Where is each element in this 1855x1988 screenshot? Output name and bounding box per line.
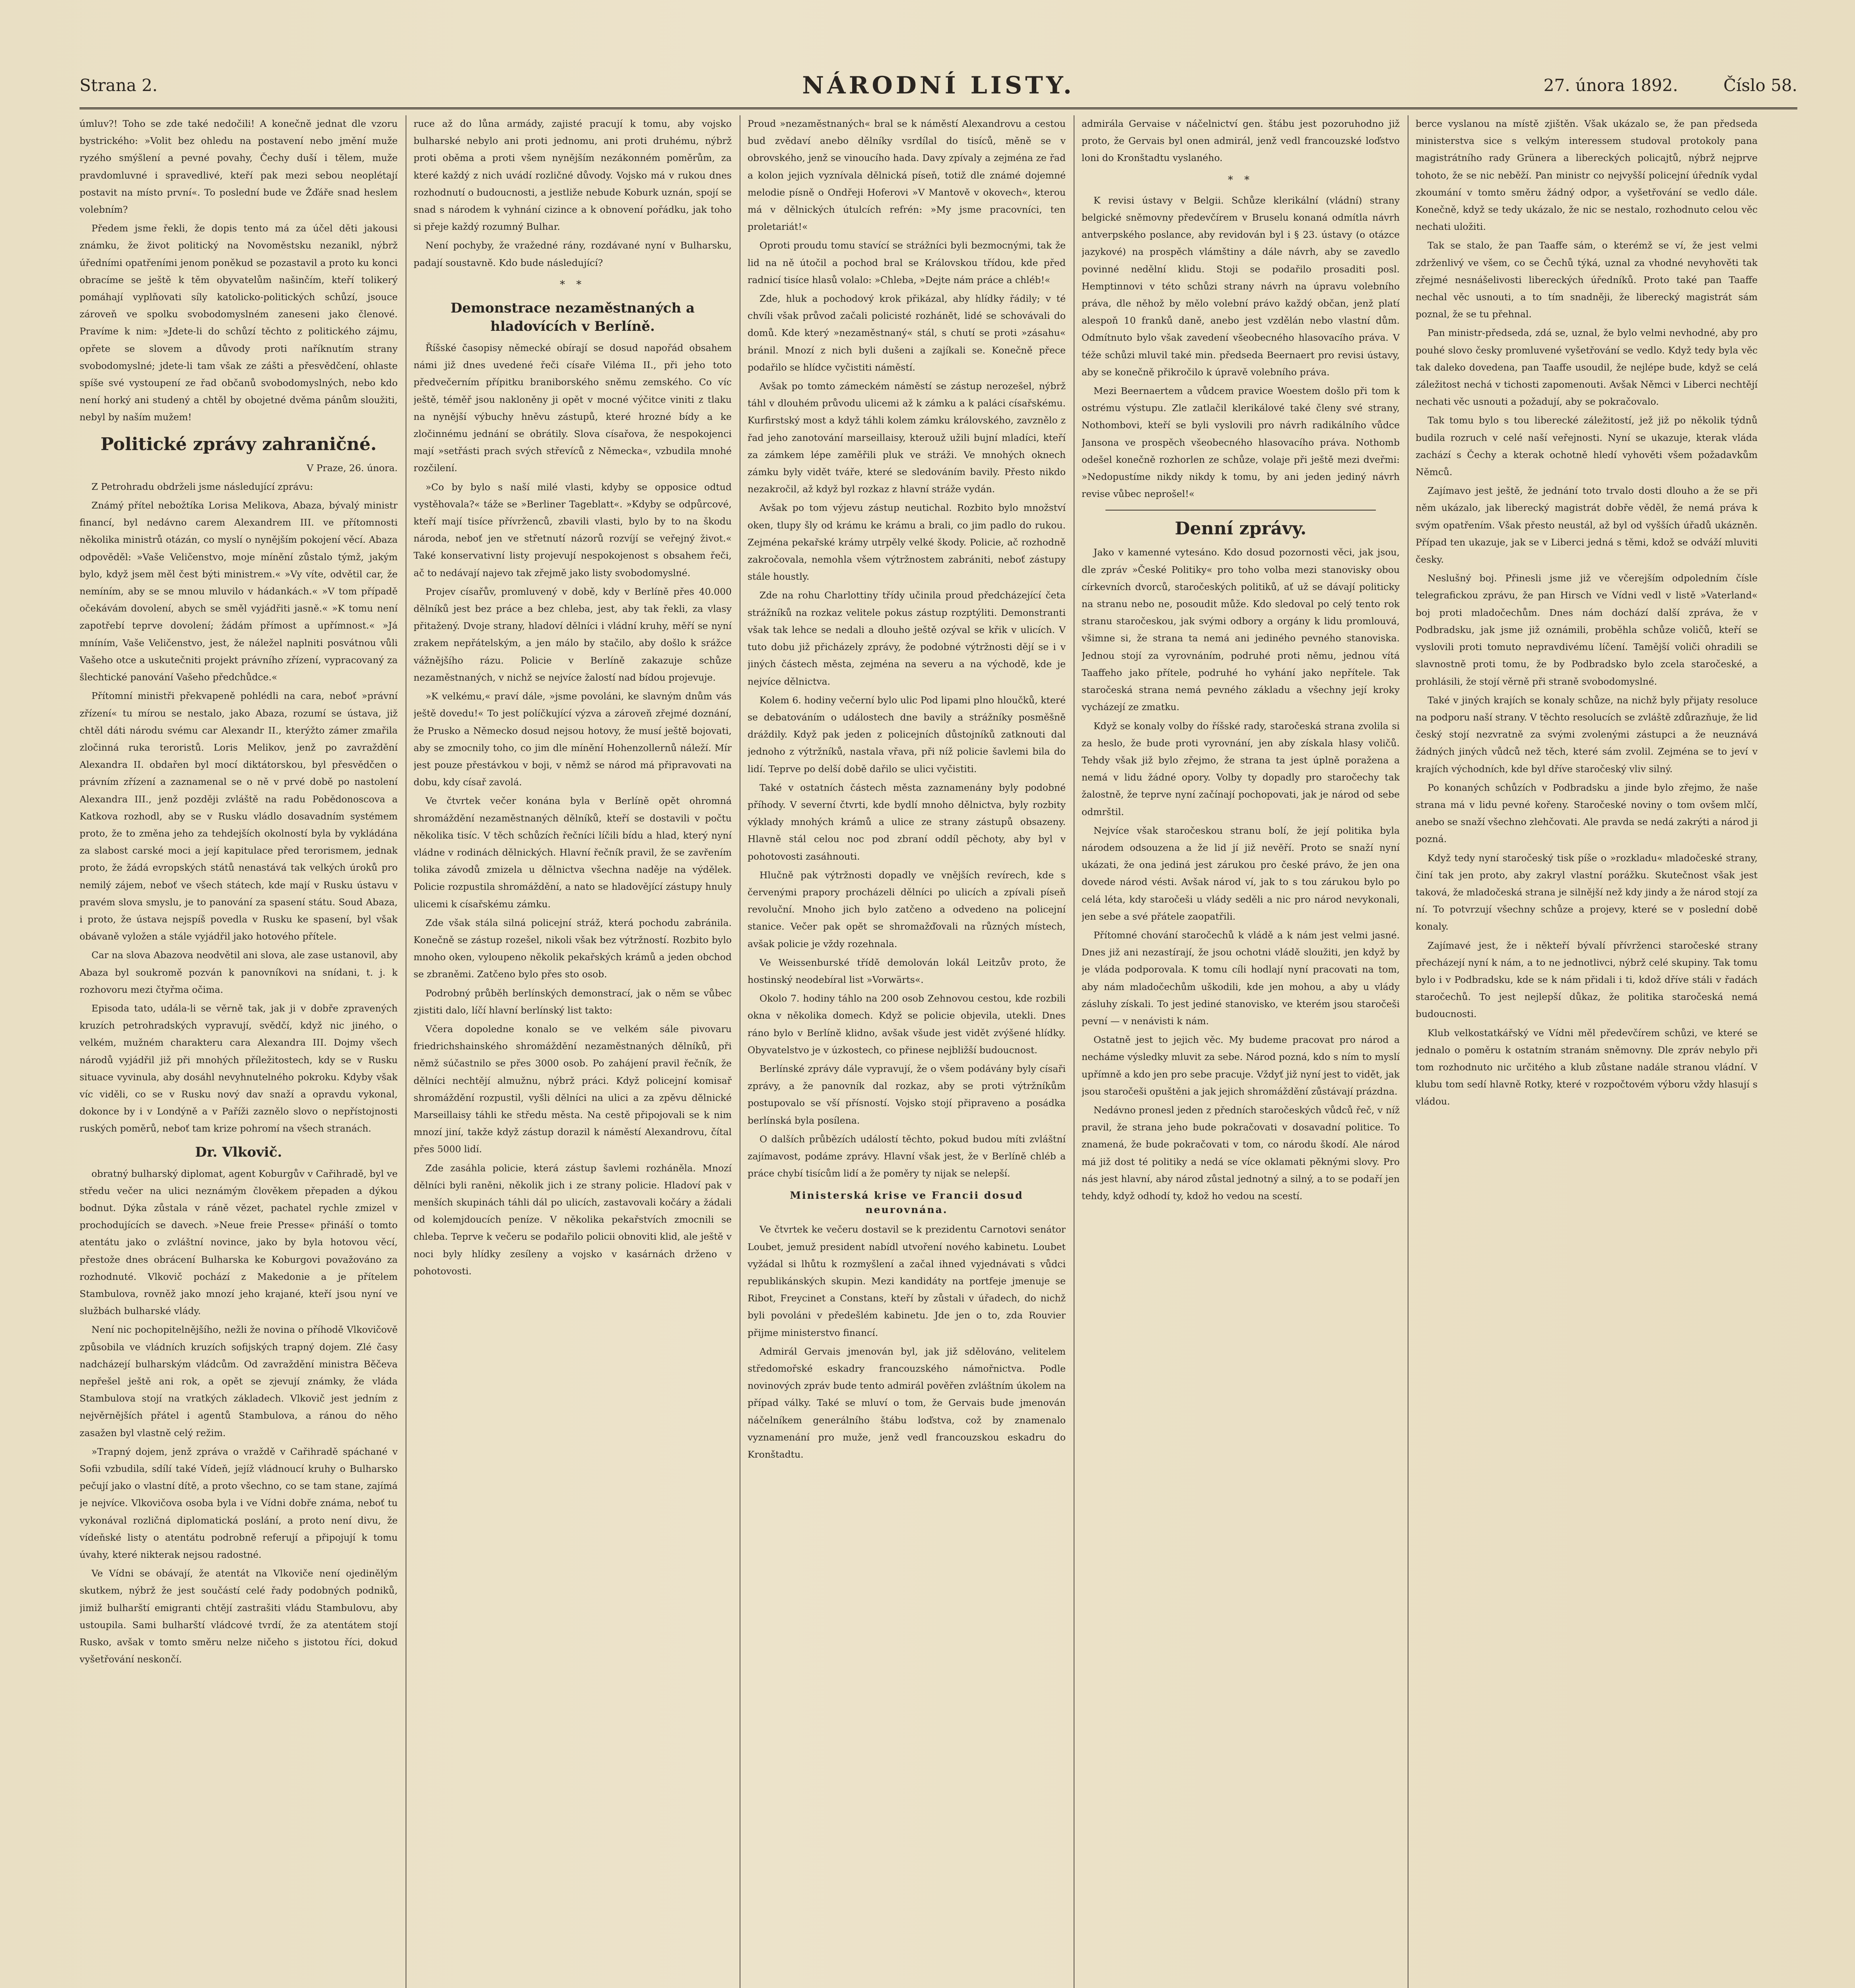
section-heading-daily-news: Denní zprávy. [1175, 518, 1307, 539]
paragraph: berce vyslanou na místě zjištěn. Však ukázalo se, že pan předseda ministerstva sice s velkým interessem studoval protokoly pana magistrátního rady Grünera a libereckých policajtů, nýbrž nejprve tohoto, že se nic neběží. Pan ministr co nejvyšší policejní úředník vydal zkoumání v tomto směru žádný odpor, a vyšetřování se vedlo dále. Konečně, když se tedy ukázalo, že nic se nestalo, rozhodnuto celou věc nechati uložiti. [1416, 118, 1758, 233]
paragraph: Car na slova Abazova neodvětil ani slova, ale zase ustanovil, aby Abaza byl soukromě pozván k panovníkovi na snídani, t. j. k rozhovoru mezi čtyřma očima. [80, 949, 398, 995]
article-subheading: Ministerská krise ve Francii dosud neurovnána. [790, 1190, 1024, 1216]
paragraph: Říšské časopisy německé obírají se dosud napořád obsahem námi již dnes uvedené řeči císaře Viléma II., při jeho toto předvečerním přípitku braniborského sněmu zemského. Co víc ještě, téměř jsou nakloněny ji opět v mocné výčitce viniti z tlaku na nynější výbuchy hněvu zástupů, které hrozné bídy a ke zločinnému jednání se obrátily. Slova císařova, že nespokojenci mají »setřásti prach svých střevíců z Německa«, vzbudila mnohé rozčilení. [414, 342, 732, 474]
paragraph: Okolo 7. hodiny táhlo na 200 osob Zehnovou cestou, kde rozbili okna v několika domech. Když se policie objevila, utekli. Dnes ráno bylo v Berlíně klidno, avšak všude jest vidět zvýšené hlídky. Obyvatelstvo je v úzkostech, co přinese nejbližší budoucnost. [748, 993, 1066, 1056]
paragraph: Přítomné chování staročechů k vládě a k nám jest velmi jasné. Dnes již ani nezastírají, že jsou ochotni vládě sloužiti, jen když by je vláda podporovala. K tomu cíli hodlají nyní pracovati na tom, aby nám mladočechům uškodili, kde jen mohou, a aby u vlády zásluhy získali. To jest jediné stanovisko, ve kterém jsou staročeši pevní — v nenávisti k nám. [1082, 929, 1400, 1027]
paragraph: Ve Vídni se obávají, že atentát na Vlkoviče není ojedinělým skutkem, nýbrž že jest součástí celé řady podobných podniků, jimiž bulharští emigranti chtějí zastrašiti vládu Stambulovu, aby ustoupila. Sami bulharští vládcové tvrdí, že za atentátem stojí Rusko, avšak v tomto směru nelze ničeho s jistotou říci, dokud vyšetřování neskončí. [80, 1568, 398, 1665]
paragraph: Klub velkostatkářský ve Vídni měl předevčírem schůzi, ve které se jednalo o poměru k ostatním stranám sněmovny. Dle zpráv nebylo při tom rozhodnuto nic určitého a klub zůstane nadále stranou vládní. V klubu tom sedí hlavně Rotky, které v rozpočtovém výboru vždy hlasují s vládou. [1416, 1027, 1758, 1107]
column-3 [748, 115, 1066, 1988]
paragraph: Projev císařův, promluvený v době, kdy v Berlíně přes 40.000 dělníků jest bez práce a bez chleba, jest, aby tak řekli, za vlasy přitažený. Dvoje strany, hladoví dělníci i vládní kruhy, měří se nyní zrakem nepřátelským, a jen málo by stačilo, aby došlo k srážce vážnějšího rázu. Policie v Berlíně zakazuje schůze nezaměstnaných, v nichž se nejvíce žalostí nad bídou projevuje. [414, 586, 732, 683]
paragraph: Také v jiných krajích se konaly schůze, na nichž byly přijaty resoluce na podporu naší strany. V těchto resolucích se zvláště zdůrazňuje, že lid český stojí nezvratně za svými zvolenými zástupci a že neuznává žádných jiných vůdců než těch, které sám zvolil. Zejména se to jeví v krajích východních, kde byl dříve staročeský vliv silný. [1416, 694, 1758, 775]
issue-date: 27. února 1892. [1543, 76, 1678, 95]
paragraph: Pan ministr-předseda, zdá se, uznal, že bylo velmi nevhodné, aby pro pouhé slovo česky promluvené vyšetřování se vedlo. Když tedy byla věc tak daleko dovedena, pan Taaffe usoudil, že nejlépe bude, když se celá záležitost nechá v tichosti zapomenouti. Avšak Němci v Liberci nechtějí nechati věc usnouti a požadují, aby se pokračovalo. [1416, 327, 1758, 408]
paragraph: Podrobný průběh berlínských demonstrací, jak o něm se vůbec zjistiti dalo, líčí hlavní berlínský list takto: [414, 987, 732, 1016]
page-number: Strana 2. [80, 76, 158, 95]
paragraph: Ve Weissenburské třídě demolován lokál Leitzův proto, že hostinský neodebíral list »Vorwärts«. [748, 957, 1066, 985]
paragraph: Berlínské zprávy dále vypravují, že o všem podávány byly císaři zprávy, a že panovník dal rozkaz, aby se proti výtržníkům postupovalo se vší přísností. Vojsko stojí připraveno a posádka berlínská byla posílena. [748, 1063, 1066, 1126]
paragraph: O dalších průbězích událostí těchto, pokud budou míti zvláštní zajímavost, podáme zprávy. Hlavní však jest, že v Berlíně chléb a práce chybí tisícům lidí a že poměry ty nijak se nelepší. [748, 1133, 1066, 1179]
paragraph: Ve čtvrtek večer konána byla v Berlíně opět ohromná shromáždění nezaměstnaných dělníků, kteří se dostavili v počtu několika tisíc. V těch schůzích řečníci líčili bídu a hlad, který nyní vládne v rodinách dělnických. Hlavní řečník pravil, že se zavřením tolika závodů zmizela u dělnictva všechna naděje na výdělek. Policie rozpustila shromáždění, a nato se hladovějící zástupy hnuly ulicemi k císařskému zámku. [414, 795, 732, 910]
paragraph: Když se konaly volby do říšské rady, staročeská strana zvolila si za heslo, že bude proti vyrovnání, jen aby získala hlasy voličů. Tehdy však již bylo zřejmo, že strana ta jest úplně poražena a nemá v lidu žádné opory. Volby ty dopadly pro staročechy tak žalostně, že teprve nyní začínají pochopovati, jak je národ od sebe odmrštil. [1082, 720, 1400, 817]
column-5 [1416, 115, 1758, 1988]
paragraph: Proud »nezaměstnaných« bral se k náměstí Alexandrovu a cestou bud zvědaví anebo dělníky vsrdílal do tisíců, měně se v obrovského, jenž se vinoucího hada. Davy zpívaly a zejména ze řad a kolon jejich vyznívala dělnická píseň, totiž dle známé dojemné melodie písně o Ondřeji Hoferovi »V Mantově v okovech«, kterou má v dělnických útulcích refrén: »My jsme pracovníci, ten proletariát!« [748, 118, 1066, 233]
paragraph: Zde, hluk a pochodový krok přikázal, aby hlídky řádily; v té chvíli však průvod začali policisté rozhánět, lidé se schovávali do domů. Kde který »nezaměstnaný« stál, s chutí se proti »zásahu« bránil. Mnozí z nich byli dušeni a zajíkali se. Konečně přece podařilo se hlídce vyčistiti náměstí. [748, 293, 1066, 373]
paragraph: K revisi ústavy v Belgii. Schůze klerikální (vládní) strany belgické sněmovny předevčírem v Bruselu konaná odmítla návrh antverpského poslance, aby revidován byl i § 23. ústavy (o otázce jazykové) na prospěch vlámštiny a dále návrh, aby se zavedlo povinné nedělní klidu. Stoji se podařilo prosaditi posl. Hemptinnovi v této schůzi strany návrh na úpravu volebního práva, dle něhož by mělo volební právo každý občan, jenž platí alespoň 10 franků daně, anebo jest vzdělán nebo vlastní dům. Odmítnuto bylo však zavedení všeobecného hlasovacího práva. V téže schůzi mluvil také min. předseda Beernaert pro revisi ústavy, aby se konečně přikročilo k úpravě volebního práva. [1082, 194, 1400, 378]
masthead-title: NÁRODNÍ LISTY. [802, 72, 1075, 99]
paragraph: Včera dopoledne konalo se ve velkém sále pivovaru friedrichshainského shromáždění nezaměstnaných dělníků, při němž súčastnilo se přes 3000 osob. Po zahájení pravil řečník, že dělníci nechtějí almužnu, nýbrž práci. Když policejní komisař shromáždění rozpustil, vyšli dělníci na ulici a za zpěvu dělnické Marseillaisy táhli ke středu města. Na cestě připojovali se k nim mnozí jiní, takže když zástup dorazil k náměstí Alexandrovu, čítal přes 5000 lidí. [414, 1023, 732, 1155]
paragraph: Oproti proudu tomu stavící se strážníci byli bezmocnými, tak že lid na ně útočil a pochod bral se Královskou třídou, kde před radnicí tisíce hlasů volalo: »Chleba, »Dejte nám práce a chléb!« [748, 240, 1066, 285]
header-rule [80, 107, 1797, 109]
column-2 [414, 115, 732, 1988]
article-heading: Dr. Vlkovič. [195, 1144, 282, 1160]
paragraph: Kolem 6. hodiny večerní bylo ulic Pod lipami plno hloučků, které se debatováním o událostech dne bavily a strážníky posměšně dráždily. Když pak jeden z policejních důstojníků zatknouti dal jednoho z výtržníků, nastala vřava, při níž policie šavlemi bila do lidí. Teprve po delší době dařilo se ulici vyčistiti. [748, 694, 1066, 775]
paragraph: Hlučně pak výtržnosti dopadly ve vnějších revírech, kde s červenými prapory procházeli dělníci po ulicích a zpívali píseň revoluční. Mnoho jich bylo zatčeno a odvedeno na policejní stanice. Večer pak opět se shromažďovali na různých místech, avšak policie je vždy rozehnala. [748, 869, 1066, 949]
paragraph: Známý přítel nebožtíka Lorisa Melikova, Abaza, bývalý ministr financí, byl nedávno carem Alexandrem III. ve přítomnosti několika ministrů otázán, co myslí o nynějším pokojení věcí. Abaza odpověděl: »Vaše Veličenstvo, moje mínění zůstalo týmž, jakým bylo, když jsem měl čest býti ministrem.« »Vy víte, odvětil car, že nemíním, aby se se mnou mluvilo v hádankách.« »V tom případě očekávám dovolení, abych se směl vyjádřiti jasně.« »K tomu není zapotřebí teprve dovolení; žádám přímost a upřímnost.« »Já mníním, Vaše Veličenstvo, jest, že náležel naplniti posvátnou vůli Vašeho otce a uskutečniti projekt právního zřízení, vypracovaný za šlechtické panování Vašeho předchůdce.« [80, 500, 398, 683]
paragraph: Jako v kamenné vytesáno. Kdo dosud pozornosti věci, jak jsou, dle zpráv »České Politiky« pro toho volba mezi stanovisky obou církevních dvorců, staročeských politiků, ať už se dávají politicky na stranu nebo ne, posoudit může. Kdo sledoval po celý tento rok stranu staročeskou, jak svými odbory a orgány k lidu promlouvá, všimne si, že strana ta nemá ani jediného pevného stanoviska. Jednou stojí za vyrovnáním, podruhé proti němu, jednou vítá Taaffeho jako přítele, podruhé ho vyhání jako nepřítele. Tak staročeská strana nemá pevného základu a všechny její kroky vycházejí ze zmatku. [1082, 547, 1400, 713]
paragraph: Avšak po tom výjevu zástup neutichal. Rozbito bylo množství oken, tlupy šly od krámu ke krámu a brali, co jim padlo do rukou. Zejména pekařské krámy utrpěly velké škody. Policie, ač rozhodně zakročovala, nemohla všem výtržnostem zabrániti, neboť zástupy stále houstly. [748, 502, 1066, 582]
paragraph: Také v ostatních částech města zaznamenány byly podobné příhody. V severní čtvrti, kde bydlí mnoho dělnictva, byly rozbity výklady mnohých krámů a ulice ze strany zástupů obsazeny. Hlavně stál celou noc pod zbraní oddíl pěchoty, aby byl v pohotovosti zasáhnouti. [748, 782, 1066, 862]
paragraph: Nedávno pronesl jeden z předních staročeských vůdců řeč, v níž pravil, že strana jeho bude pokračovati v dosavadní politice. To znamená, že bude pokračovati v tom, co národu škodí. Ale národ má již dost té politiky a nedá se více oklamati pěknými slovy. Pro nás jest hlavní, aby národ zůstal jednotný a silný, a to se podaří jen tehdy, když odhodí ty, kdož ho vedou na scestí. [1082, 1104, 1400, 1202]
paragraph: Přítomní ministři překvapeně pohlédli na cara, neboť »právní zřízení« tu mírou se nestalo, jako Abaza, rozumí se ústava, již chtěl dáti národu svému car Alexandr II., kterýžto zámer zmařila zločinná ruka teroristů. Loris Melikov, jenž po zavraždění Alexandra II. obdařen byl mocí diktátorskou, byl přesvědčen o právním zřízení a zaznamenal se o ně v prvé době po nastolení Alexandra III., jenž později zvláště na radu Pobědonoscova a Katkova rozhodl, aby se v Rusku vládlo dosavadním systémem proto, že to změna jeho za tehdejších okolností byla by vykládána za slabost carské moci a její kapitulace před terorismem, jednak proto, že žádá evropských států nenastává tak velkých úroků pro nemilý zájem, neboť ve všech státech, kde mají v Rusku ústavu v pravém slova smyslu, je to panování za spasení státu. Soud Abaza, i proto, že ústava nejspíš povedla v Rusku ke spasení, byl však obávaně vyložen a stále vyjádřil jako hotového přítele. [80, 690, 398, 942]
paragraph: »K velkému,« praví dále, »jsme povoláni, ke slavným dnům vás ještě dovedu!« To jest políčkující výzva a zároveň zřejmé doznání, že Prusko a Německo dosud nejsou hotovy, že musí ještě bojovati, aby se zmocnily toho, co jim dle mínění Hohenzollernů náleží. Mír jest pouze přestávkou v boji, v němž se národ má připravovati na dobu, kdy císař zavolá. [414, 691, 732, 788]
paragraph: Z Petrohradu obdrželi jsme následující zprávu: [91, 481, 313, 492]
paragraph: »Co by bylo s naší milé vlasti, kdyby se opposice odtud vystěhovala?« táže se »Berliner Tageblatt«. »Kdyby se odpůrcové, kteří mají tisíce přívrženců, zbavili vlasti, bylo by to na škodu národa, neboť jen ve střetnutí názorů rozvíjí se veřejný život.« Také konservativní listy projevují nespokojenost s obsahem řeči, ač to nedávají najevo tak zřejmě jako listy svobodomyslné. [414, 481, 732, 579]
paragraph: Episoda tato, udála-li se věrně tak, jak ji v dobře zpravených kruzích petrohradských vypravují, svědčí, když nic jiného, o velkém, mužném charakteru cara Alexandra III. Dojmy všech národů vyjádřil již při mnohých příležitostech, kdy se v Rusku situace vyvinula, aby dosáhl nevyhnutelného pokroku. Kdyby však víc viděli, co se v Rusku nový dav snaží a opravdu vykonal, dokonce by i v Londýně a v Paříži zaznělo slovo o nepřístojnosti ruských poměrů, neboť tam krize pohromí na všech stranách. [80, 1002, 398, 1134]
paragraph: úmluv?! Toho se zde také nedočili! A konečně jednat dle vzoru bystrického: »Volit bez ohledu na postavení nebo jmění muže ryzého smýšlení a pevné povahy, Čechy duší i tělem, muže pravdomluvné i spravedlivé, kteří pak mezi sebou neoplétají postavit na místo první«. To poslední bude ve Žďáře snad heslem volebním? [80, 118, 398, 215]
section-heading-foreign-politics: Politické zprávy zahraničné. [100, 434, 377, 454]
paragraph: obratný bulharský diplomat, agent Koburgův v Cařihradě, byl ve středu večer na ulici neznámým člověkem přepaden a dýkou bodnut. Dýka zůstala v ráně vězet, pachatel rychle zmizel v prochodujících se davech. »Neue freie Presse« přináší o tomto atentátu jako o zvláštní novince, jako by byla hotovou věcí, přestože dnes obrácení Bulharska ke Koburgovi považováno za rozhodnuté. Vlkovič pochází z Makedonie a je přítelem Stambulova, rovněž jako mnozí jeho krajané, kteří jsou nyní ve službách bulharské vlády. [80, 1168, 398, 1317]
paragraph: Po konaných schůzích v Podbradsku a jinde bylo zřejmo, že naše strana má v lidu pevné kořeny. Staročeské noviny o tom ovšem mlčí, anebo se snaží všechno zlehčovati. Ale pravda se nedá zakrýti a národ ji pozná. [1416, 782, 1758, 845]
paragraph: Neslušný boj. Přinesli jsme již ve včerejším odpoledním čísle telegrafickou zprávu, že pan Hirsch ve Vídni vedl v listě »Vaterland« boj proti mladočechům. Dnes nám dochází další zpráva, že v Podbradsku, jak jsme již oznámili, proběhla schůze voličů, kteří se vyslovili proti tomuto nepravdivému líčení. Tamější voliči ohradili se slavnostně proti tomu, že by Podbradsko bylo zcela staročeské, a prohlásili, že stojí věrně při straně svobodomyslné. [1416, 573, 1758, 687]
paragraph: Zde zasáhla policie, která zástup šavlemi rozháněla. Mnozí dělníci byli raněni, několik jich i ze strany policie. Hladoví pak v menších skupinách táhli dál po ulicích, zastavovali kočáry a žádali od kolemjdoucích peníze. V několika pekařstvích zmocnili se chleba. Teprve k večeru se podařilo policii obnoviti klid, ale ještě v noci byly hlídky zesíleny a vojsko v kasárnách drženo v pohotovosti. [414, 1162, 732, 1277]
paragraph: »Trapný dojem, jenž zpráva o vraždě v Cařihradě spáchané v Sofii vzbudila, sdílí také Vídeň, jejíž vládnoucí kruhy o Bulharsko pečují jako o vlastní dítě, a proto všechno, co se tam stane, zajímá je nejvíce. Vlkovičova osoba byla i ve Vídni dobře známa, neboť tu vykonával rozličná diplomatická poslání, a proto není divu, že vídeňské listy o atentátu podrobně referují a připojují k tomu úvahy, které nikterak nejsou radostné. [80, 1446, 398, 1561]
paragraph: Tak tomu bylo s tou liberecké záležitostí, jež již po několik týdnů budila rozruch v celé naší veřejnosti. Nyní se ukazuje, kterak vláda zachází s Čechy a kterak ochotně hledí vyhověti všem požadavkům Němců. [1416, 415, 1758, 478]
paragraph: Předem jsme řekli, že dopis tento má za účel děti jakousi známku, že život politický na Novoměstsku nezanikl, nýbrž úředními opatřeními jenom poněkud se pozastavil a proto ku konci obracíme se ještě k těm obyvatelům našinčím, kteří tolikerý pomáhají vyplňovati síly katolicko-politických schůzí, jsouce zároveň ve spolku svobodomyslném zaneseni jako členové. Pravíme k nim: »Jdete-li do schůzí těchto z politického zájmu, opřete se slovem a důvody proti naříknutím strany svobodomyslné; jdete-li tam však ze zášti a přesvědčení, ohlaste spíše své vystoupení ze řad občanů svobodomyslných, nebo kdo není horký ani studený a chtěl by obojetné dvěma pánům sloužiti, nebyl by naším mužem! [80, 223, 398, 423]
page-header [80, 72, 1797, 103]
paragraph: Zde však stála silná policejní stráž, která pochodu zabránila. Konečně se zástup rozešel, nikoli však bez výtržností. Rozbito bylo mnoho oken, vyloupeno několik pekařských krámů a jeden obchod se zbraněmi. Zatčeno bylo přes sto osob. [414, 917, 732, 980]
paragraph: Nejvíce však staročeskou stranu bolí, že její politika byla národem odsouzena a že lid jí již nevěří. Proto se snaží nyní ukázati, že ona jediná jest zárukou pro české právo, že jen ona dovede národ vésti. Avšak národ ví, jak to s tou zárukou bylo po celá léta, kdy staročeši u vlády seděli a nic pro národ nevykonali, jen sebe a své přátele zaopatřili. [1082, 825, 1400, 922]
section-separator: * * [1228, 174, 1254, 186]
paragraph: Tak se stalo, že pan Taaffe sám, o kterémž se ví, že jest velmi zdrženlivý ve všem, co se Čechů týká, uznal za vhodné nevyhověti tak zřejmé nesnášelivosti libereckých úředníků. Proto také pan Taaffe nechal věc usnouti, a to tím snadněji, že liberecký magistrát sám poznal, že se tu přehnal. [1416, 240, 1758, 320]
dateline: V Praze, 26. února. [307, 462, 398, 474]
paragraph: Zde na rohu Charlottiny třídy učinila proud předcházející četa strážníků na rozkaz velitele pokus zástup rozptýliti. Demonstranti však tak lehce se nedali a dlouho ještě ozýval se křik v ulicích. V tuto dobu již přicházely zprávy, že podobné výtržnosti dějí se i v jiných částech města, zejména na severu a na východě, kde je nejvíce dělnictva. [748, 590, 1066, 687]
paragraph: Ve čtvrtek ke večeru dostavil se k prezidentu Carnotovi senátor Loubet, jemuž president nabídl utvoření nového kabinetu. Loubet vyžádal si lhůtu k rozmyšlení a začal ihned vyjednávati s vůdci republikánských skupin. Mezi kandidáty na portfeje jmenuje se Ribot, Freycinet a Constans, kteří by zůstali v úřadech, do nichž byli povoláni v předešlém kabinetu. Jde jen o to, zda Rouvier přijme ministerstvo financí. [748, 1224, 1066, 1338]
paragraph: ruce až do lůna armády, zajisté pracují k tomu, aby vojsko bulharské nebylo ani proti jednomu, ani proti druhému, nýbrž proti oběma a proti všem nynějším nezákonném poměrům, za které každý z nich uvádí rozličné důvody. Vojsko má v rukou dnes rozhodnutí o budoucnosti, a jestliže nebude Koburk uznán, spojí se snad s národem k vyhnání cizince a k obnovení pořádku, jak toho si přeje každý rozumný Bulhar. [414, 118, 732, 233]
paragraph: Není nic pochopitelnějšího, nežli že novina o příhodě Vlkovičově způsobila ve vládních kruzích sofijských trapný dojem. Zlé časy nadcházejí bulharským vládcům. Od zavraždění ministra Běčeva nepřešel ještě ani rok, a opět se zjevují známky, že vláda Stambulova stojí na vratkých základech. Vlkovič jest jedním z nejvěrnějších přátel i agentů Stambulova, a ránou do něho zasažen byl vlastně celý režim. [80, 1324, 398, 1439]
column-1 [80, 115, 398, 1988]
paragraph: Mezi Beernaertem a vůdcem pravice Woestem došlo při tom k ostrému výstupu. Zle zatlačil klerikálové také členy své strany, Nothombovi, kteří se byli vyslovili pro návrh radikálního vůdce Jansona ve prospěch všeobecného hlasovacího práva. Nothomb odešel konečně rozhorlen ze schůze, volaje při ještě mezi dveřmi: »Nedopustíme nikdy nikdy k tomu, by ani jeden jediný návrh revise vůbec neprošel!« [1082, 385, 1400, 500]
paragraph: Když tedy nyní staročeský tisk píše o »rozkladu« mladočeské strany, činí tak jen proto, aby zakryl vlastní porážku. Skutečnost však jest taková, že mladočeská strana je silnější než kdy jindy a že národ stojí za ní. To potvrzují všechny schůze a projevy, které se v poslední době konaly. [1416, 852, 1758, 932]
column-4 [1082, 115, 1400, 1988]
article-heading: Demonstrace nezaměstnaných a hladovících v Berlíně. [450, 300, 695, 335]
paragraph: Zajímavé jest, že i někteří bývalí přívrženci staročeské strany přecházejí nyní k nám, a to ne jednotlivci, nýbrž celé skupiny. Tak tomu bylo i v Podbradsku, kde se k nám přidali i ti, kdož dříve stáli v řadách staročechů. To jest nejlepší důkaz, že politika staročeská nemá budoucnosti. [1416, 940, 1758, 1020]
paragraph: Zajímavo jest ještě, že jednání toto trvalo dosti dlouho a že se při něm ukázalo, jak liberecký magistrát dobře věděl, že nemá práva k svým opatřením. Však přesto neustál, až byl od vyšších úřadů ukázněn. Případ ten ukazuje, jak se v Liberci jedná s těmi, kdož se odváží mluviti česky. [1416, 485, 1758, 565]
paragraph: Ostatně jest to jejich věc. My budeme pracovat pro národ a necháme výsledky mluvit za sebe. Národ pozná, kdo s ním to myslí upřímně a kdo jen pro sebe pracuje. Vždyť již nyní jest to vidět, jak jsou staročeši opuštěni a jak jejich shromáždění zůstávají prázdna. [1082, 1034, 1400, 1097]
paragraph: admirála Gervaise v náčelnictví gen. štábu jest pozoruhodno již proto, že Gervais byl onen admirál, jenž vedl francouzské loďstvo loni do Kronštadtu vyslaného. [1082, 118, 1400, 164]
section-separator: * * [559, 278, 586, 291]
paragraph: Admirál Gervais jmenován byl, jak již sdělováno, velitelem středomořské eskadry francouzského námořnictva. Podle novinových zpráv bude tento admirál pověřen zvláštním úkolem na případ války. Také se mluví o tom, že Gervais bude jmenován náčelníkem generálního štábu loďstva, což by znamenalo vyznamenání pro muže, jenž vedl francouzskou eskadru do Kronštadtu. [748, 1345, 1066, 1460]
section-rule [1105, 510, 1376, 511]
issue-number: Číslo 58. [1723, 76, 1797, 95]
paragraph: Není pochyby, že vražedné rány, rozdávané nyní v Bulharsku, padají soustavně. Kdo bude následující? [414, 240, 732, 268]
paragraph: Avšak po tomto zámeckém náměstí se zástup nerozešel, nýbrž táhl v dlouhém průvodu ulicemi až k zámku a k paláci císařskému. Kurfirstský most a když táhli kolem zámku královského, zavznělo z řad jeho zanotování marseillaisy, kterouž užili bujní mladíci, kteří za zámkem lépe zaměřili pluk ve stráži. Ve mnohých oknech zámku byly vidět tváře, které se sledováním bavily. Přesto nikdo nezakročil, až když byl rozkaz z hlavní stráže vydán. [748, 381, 1066, 495]
